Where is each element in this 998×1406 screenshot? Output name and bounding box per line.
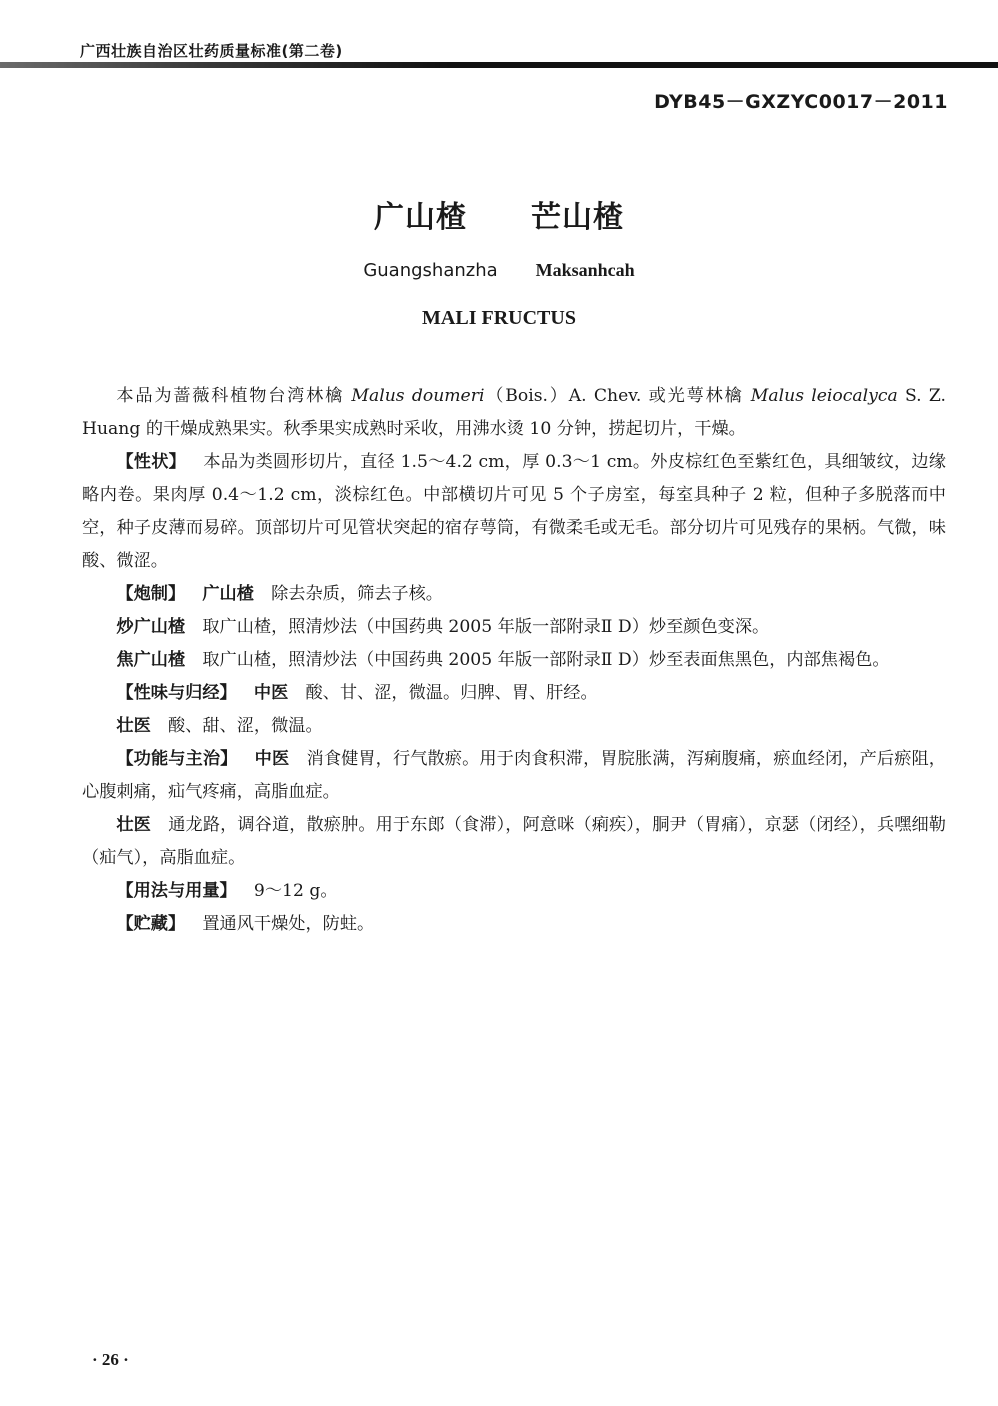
- section-heading: 【性味与归经】: [116, 683, 237, 703]
- intro-text-3: S. Z. Huang 的干燥成熟果实。秋季果实成熟时采收，用沸水烫 10 分钟，捞起切片，干燥。: [82, 386, 946, 439]
- subitem-text: 取广山楂，照清炒法（中国药典 2005 年版一部附录Ⅱ D）炒至表面焦黑色，内部焦褐色。: [202, 650, 890, 670]
- subitem-text: 取广山楂，照清炒法（中国药典 2005 年版一部附录Ⅱ D）炒至颜色变深。: [202, 617, 770, 637]
- running-header: 广西壮族自治区壮药质量标准(第二卷): [80, 42, 343, 60]
- gongneng-zhuang: [82, 809, 946, 875]
- section-text: 置通风干燥处，防蛀。: [202, 914, 375, 934]
- page-title: [0, 192, 998, 236]
- subitem-text: 酸、甘、涩，微温。归脾、胃、肝经。: [305, 683, 598, 703]
- section-paozhi: [82, 578, 946, 611]
- subitem-text: 消食健胃，行气散瘀。用于肉食积滞，胃脘胀满，泻痢腹痛，瘀血经闭，产后瘀阻，心腹刺痛，疝气疼痛，高脂血症。: [82, 749, 946, 802]
- monograph-body: [82, 380, 946, 941]
- intro-paragraph: [82, 380, 946, 446]
- species-name-2: Malus leiocalyca: [750, 386, 898, 406]
- intro-text-1: 本品为蔷薇科植物台湾林檎: [116, 386, 352, 406]
- section-yongfa: [82, 875, 946, 908]
- paozhi-item-3: [82, 644, 946, 677]
- subitem-label: 中医: [253, 683, 289, 703]
- pinyin-zhuang: Maksanhcah: [535, 260, 635, 280]
- subitem-text: 酸、甜、涩，微温。: [167, 716, 323, 736]
- title-chinese-name: 广山楂: [374, 200, 467, 235]
- paozhi-item-2: [82, 611, 946, 644]
- section-heading: 【贮藏】: [116, 914, 186, 934]
- subitem-text: 除去杂质，筛去子核。: [271, 584, 443, 604]
- subitem-text: 通龙路，调谷道，散瘀肿。用于东郎（食滞），阿意咪（痢疾），胴尹（胃痛），京瑟（闭经），兵嘿细勒（疝气），高脂血症。: [82, 815, 946, 868]
- header-rule: [0, 62, 998, 68]
- section-heading: 【用法与用量】: [116, 881, 237, 901]
- section-text: 本品为类圆形切片，直径 1.5～4.2 cm，厚 0.3～1 cm。外皮棕红色至紫红色，具细皱纹，边缘略内卷。果肉厚 0.4～1.2 cm，淡棕红色。中部横切片可见 5 个子房室，每室具种子 2 粒，但种子多脱落而中空，种子皮薄而易碎。顶部切片可见管状突起的宿存萼筒，有微柔毛或无毛。部分切片可见残存的果柄。气微，味酸、微涩。: [82, 452, 946, 571]
- page-number: · 26 ·: [92, 1350, 129, 1369]
- intro-text-2: （Bois.）A. Chev. 或光萼林檎: [484, 386, 751, 406]
- subitem-label: 壮医: [116, 815, 151, 835]
- subitem-label: 中医: [254, 749, 290, 769]
- section-xingzhuang: [82, 446, 946, 578]
- section-heading: 【炮制】: [116, 584, 186, 604]
- section-heading: 【性状】: [116, 452, 187, 472]
- pinyin-line: [0, 260, 998, 281]
- latin-name: MALI FRUCTUS: [422, 307, 576, 329]
- section-zhucang: [82, 908, 946, 941]
- species-name-1: Malus doumeri: [351, 386, 485, 406]
- subitem-label: 焦广山楂: [116, 650, 186, 670]
- title-zhuang-name: 芒山楂: [531, 200, 624, 235]
- section-xingwei: [82, 677, 946, 710]
- subitem-label: 壮医: [116, 716, 151, 736]
- subitem-label: 炒广山楂: [116, 617, 186, 637]
- section-heading: 【功能与主治】: [116, 749, 238, 769]
- pinyin-chinese: Guangshanzha: [363, 260, 498, 281]
- subitem-label: 广山楂: [202, 584, 254, 604]
- xingwei-zhuang: [82, 710, 946, 743]
- standard-code: DYB45－GXZYC0017－2011: [654, 91, 948, 113]
- section-gongneng: [82, 743, 946, 809]
- section-text: 9～12 g。: [253, 881, 338, 901]
